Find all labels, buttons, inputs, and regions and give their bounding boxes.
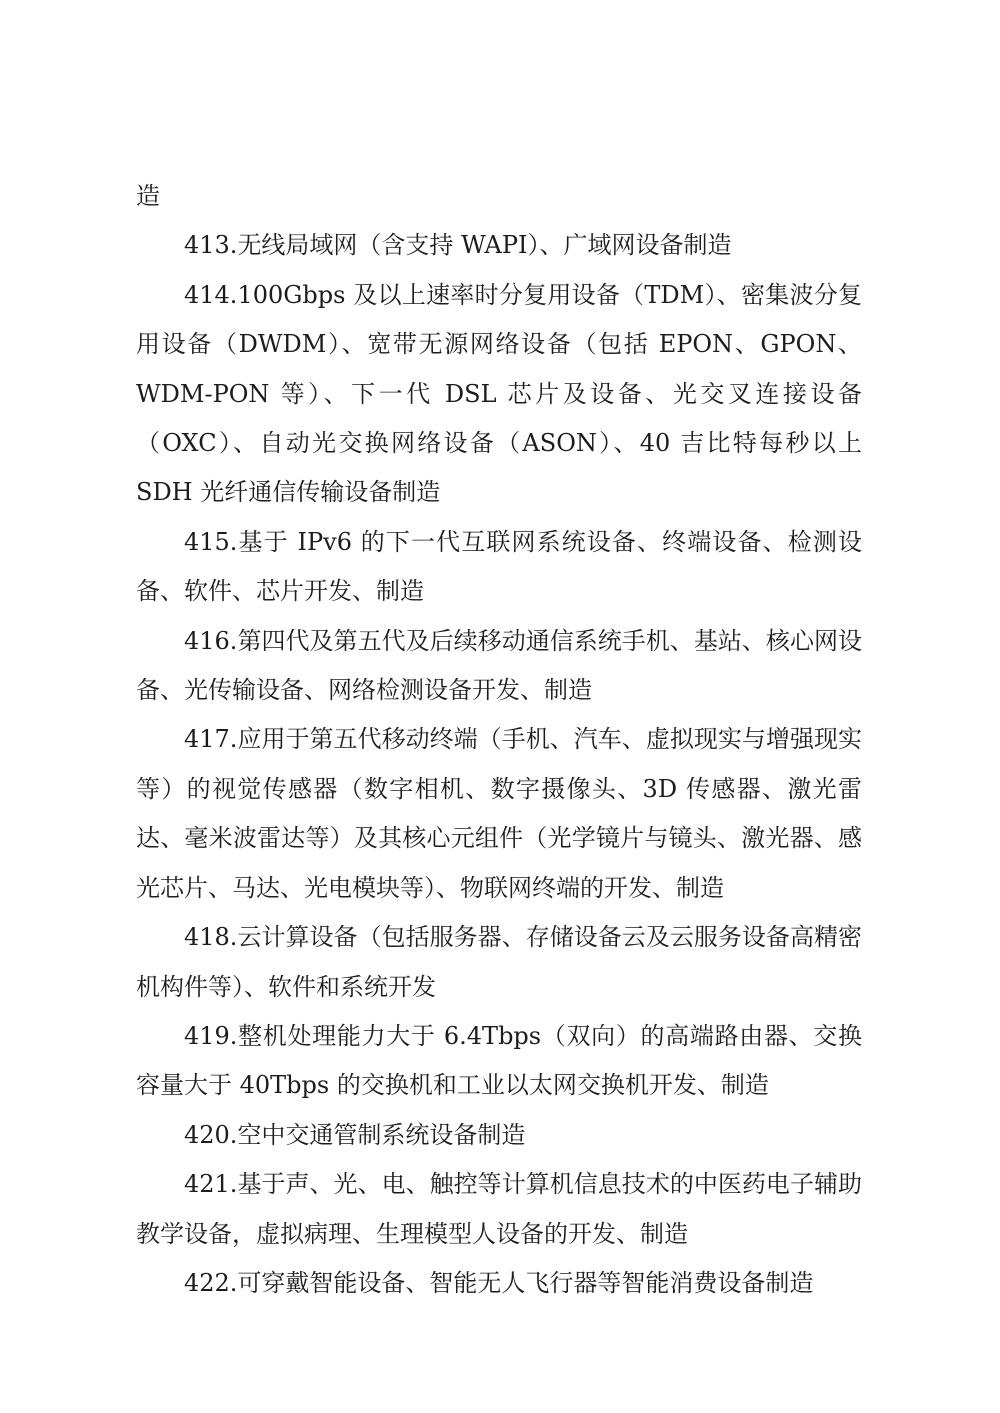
- paragraph-item-419: 419.整机处理能力大于 6.4Tbps（双向）的高端路由器、交换容量大于 40Tbps 的交换机和工业以太网交换机开发、制造: [136, 1021, 862, 1100]
- paragraph-item-413: 413.无线局域网（含支持 WAPI）、广域网设备制造: [184, 231, 732, 260]
- paragraph-continuation: 造: [136, 182, 160, 210]
- paragraph-item-414: 414.100Gbps 及以上速率时分复用设备（TDM）、密集波分复用设备（DWDM）、宽带无源网络设备（包括 EPON、GPON、WDM-PON 等）、下一代 DSL 芯片及设备、光交叉连接设备（OXC）、自动光交换网络设备（ASON）、40 吉比特每秒以上 SDH 光纤通信传输设备制造: [136, 280, 862, 507]
- paragraph-item-421: 421.基于声、光、电、触控等计算机信息技术的中医药电子辅助教学设备，虚拟病理、生理模型人设备的开发、制造: [136, 1170, 862, 1248]
- paragraph-item-417: 417.应用于第五代移动终端（手机、汽车、虚拟现实与增强现实等）的视觉传感器（数字相机、数字摄像头、3D 传感器、激光雷达、毫米波雷达等）及其核心元组件（光学镜片与镜头、激光器、感光芯片、马达、光电模块等）、物联网终端的开发、制造: [136, 725, 862, 902]
- document-body: [136, 172, 862, 1308]
- paragraph-item-418: 418.云计算设备（包括服务器、存储设备云及云服务设备高精密机构件等）、软件和系统开发: [136, 923, 862, 1001]
- paragraph-item-422: 422.可穿戴智能设备、智能无人飞行器等智能消费设备制造: [184, 1268, 814, 1297]
- paragraph-item-416: 416.第四代及第五代及后续移动通信系统手机、基站、核心网设备、光传输设备、网络检测设备开发、制造: [136, 626, 862, 705]
- paragraph-item-420: 420.空中交通管制系统设备制造: [184, 1120, 526, 1149]
- paragraph-item-415: 415.基于 IPv6 的下一代互联网系统设备、终端设备、检测设备、软件、芯片开发、制造: [136, 527, 862, 606]
